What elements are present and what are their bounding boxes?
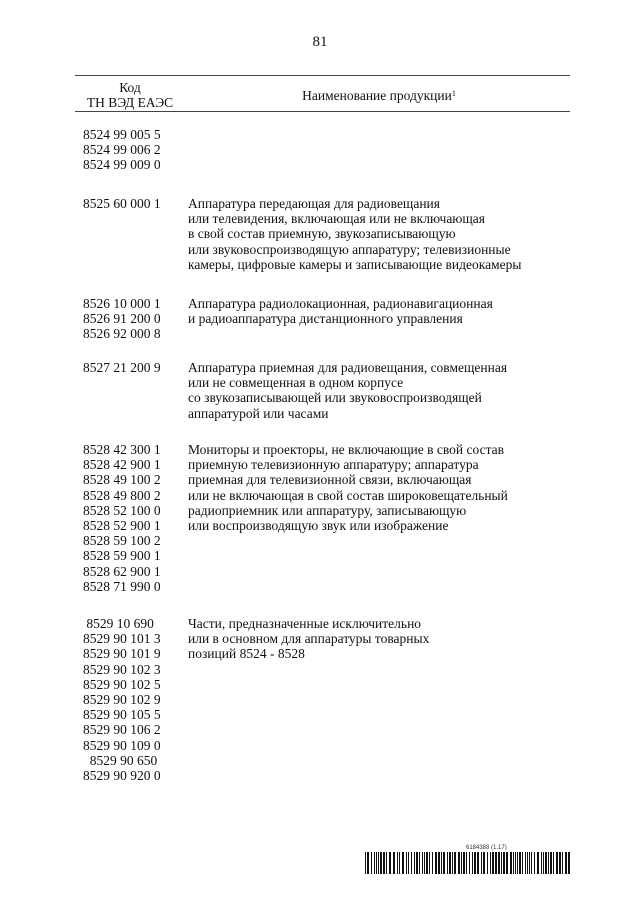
description-line: позиций 8524 - 8528 <box>188 646 305 662</box>
tnved-code-list <box>83 196 183 211</box>
barcode-bar <box>449 852 451 874</box>
table-header-rule <box>75 111 570 112</box>
barcode-bar <box>414 852 415 874</box>
tnved-code: 8526 10 000 1 <box>83 296 161 311</box>
tnved-code: 8529 90 105 5 <box>83 707 161 723</box>
description-line: или в основном для аппаратуры товарных <box>188 631 430 647</box>
tnved-code: 8529 90 102 9 <box>83 692 161 708</box>
barcode-bar <box>541 852 542 874</box>
barcode-bar <box>424 852 425 874</box>
barcode-bar <box>559 852 561 874</box>
barcode-bar <box>527 852 528 874</box>
product-description <box>188 360 573 421</box>
page-number: 81 <box>312 34 328 50</box>
barcode-bar <box>365 852 366 874</box>
barcode-bar <box>426 852 428 874</box>
barcode-bar <box>525 852 526 874</box>
tnved-code: 8528 59 100 2 <box>83 533 161 549</box>
barcode-bar <box>562 852 563 874</box>
barcode-bar <box>506 852 508 874</box>
barcode-bar <box>483 852 485 874</box>
description-line: или не включающая в свой состав широковещательный <box>188 487 508 503</box>
description-line: Аппаратура передающая для радиовещания <box>188 196 440 211</box>
barcode-bar <box>519 852 521 874</box>
description-line: или не совмещенная в одном корпусе <box>188 375 404 391</box>
tnved-code-list <box>83 296 183 342</box>
barcode-bar <box>458 852 460 874</box>
barcode-bar <box>406 852 407 874</box>
description-line: или телевидения, включающая или не включающая <box>188 211 485 227</box>
tnved-code-list <box>83 442 183 594</box>
tnved-code: 8529 10 690 <box>83 616 154 631</box>
barcode-bar <box>487 852 488 874</box>
barcode-bar <box>510 852 512 874</box>
tnved-code: 8524 99 005 5 <box>83 127 161 142</box>
product-description <box>188 442 573 533</box>
barcode-bar <box>474 852 476 874</box>
barcode-bar <box>553 852 554 874</box>
description-line: радиоприемник или аппаратуру, записывающую <box>188 502 467 518</box>
barcode-number: 6184388 (1.17) <box>466 845 507 851</box>
barcode-bar <box>537 852 539 874</box>
description-line: камеры, цифровые камеры и записывающие видеокамеры <box>188 256 522 272</box>
barcode-bar <box>443 852 445 874</box>
tnved-code: 8528 42 300 1 <box>83 442 161 457</box>
barcode-bar <box>531 852 532 874</box>
barcode-bar <box>495 852 497 874</box>
description-line: Аппаратура радиолокационная, радионавигационная <box>188 296 493 311</box>
barcode-bar <box>522 852 523 874</box>
barcode-bar <box>389 852 391 874</box>
barcode-bar <box>501 852 502 874</box>
barcode-bar <box>383 852 385 874</box>
tnved-code: 8524 99 006 2 <box>83 142 161 158</box>
barcode-bar <box>503 852 505 874</box>
barcode-bar <box>548 852 549 874</box>
description-line: приемная для телевизионной связи, включающая <box>188 472 472 488</box>
barcode-bar <box>399 852 400 874</box>
table-top-rule <box>75 75 570 76</box>
barcode-bar <box>378 852 379 874</box>
barcode-bar <box>481 852 482 874</box>
barcode-bar <box>492 852 494 874</box>
barcode-bar <box>529 852 530 874</box>
barcode-bar <box>543 852 544 874</box>
barcode-bar <box>429 852 430 874</box>
tnved-code: 8525 60 000 1 <box>83 196 161 211</box>
header-code-classifier: ТН ВЭД ЕАЭС <box>86 95 174 110</box>
tnved-code: 8529 90 109 0 <box>83 737 161 753</box>
tnved-code: 8528 52 900 1 <box>83 518 161 534</box>
barcode-bar <box>386 852 387 874</box>
barcode-bar <box>472 852 473 874</box>
barcode-bar <box>438 852 440 874</box>
barcode-bar <box>454 852 456 874</box>
barcode-bar <box>422 852 423 874</box>
barcode-bar <box>452 852 453 874</box>
tnved-code: 8529 90 101 3 <box>83 631 161 647</box>
tnved-code: 8526 92 000 8 <box>83 326 161 342</box>
barcode-bar <box>416 852 418 874</box>
tnved-code: 8528 71 990 0 <box>83 578 161 594</box>
barcode-bar <box>441 852 442 874</box>
description-line: приемную телевизионную аппаратуру; аппаратура <box>188 457 479 473</box>
tnved-code: 8529 90 101 9 <box>83 646 161 662</box>
tnved-code: 8528 52 100 0 <box>83 502 161 518</box>
tnved-code: 8527 21 200 9 <box>83 360 161 375</box>
barcode-bar <box>477 852 479 874</box>
barcode-bar <box>517 852 518 874</box>
barcode-bar <box>432 852 433 874</box>
barcode-bar <box>402 852 404 874</box>
barcode-bar <box>408 852 409 874</box>
barcode-bar <box>556 852 558 874</box>
barcode-bar <box>419 852 420 874</box>
barcode-bar <box>463 852 465 874</box>
barcode-bar <box>568 852 570 874</box>
product-description <box>188 616 573 662</box>
product-description <box>188 196 573 272</box>
barcode-bar <box>565 852 567 874</box>
description-line: и радиоаппаратура дистанционного управления <box>188 311 463 327</box>
barcode-bar <box>371 852 372 874</box>
barcode-image <box>365 852 570 874</box>
description-line: Аппаратура приемная для радиовещания, совмещенная <box>188 360 508 375</box>
header-footnote-marker: 1 <box>451 89 456 98</box>
description-line: со звукозаписывающей или звуковоспроизводящей <box>188 390 482 406</box>
tnved-code: 8528 49 800 2 <box>83 487 161 503</box>
tnved-code: 8526 91 200 0 <box>83 311 161 327</box>
tnved-code: 8528 59 900 1 <box>83 548 161 564</box>
tnved-code: 8529 90 106 2 <box>83 722 161 738</box>
barcode-bar <box>380 852 382 874</box>
barcode-bar <box>490 852 491 874</box>
barcode-bar <box>545 852 547 874</box>
tnved-code: 8528 42 900 1 <box>83 457 161 473</box>
barcode-bar <box>469 852 470 874</box>
header-name-label: Наименование продукции <box>302 88 452 103</box>
barcode-bar <box>550 852 552 874</box>
description-line: или воспроизводящую звук или изображение <box>188 518 449 534</box>
barcode-bar <box>435 852 437 874</box>
barcode-bar <box>498 852 500 874</box>
barcode-bar <box>534 852 535 874</box>
tnved-code: 8529 90 650 <box>83 752 158 768</box>
tnved-code: 8528 49 100 2 <box>83 472 161 488</box>
description-line: Мониторы и проекторы, не включающие в свой состав <box>188 442 504 457</box>
header-code-label: Код <box>119 80 141 95</box>
barcode-bar <box>397 852 398 874</box>
barcode-bar <box>367 852 369 874</box>
tnved-code-list <box>83 127 183 173</box>
header-name-column <box>188 88 570 103</box>
tnved-code: 8529 90 102 5 <box>83 676 161 692</box>
tnved-code: 8524 99 009 0 <box>83 157 161 173</box>
barcode-bar <box>466 852 467 874</box>
barcode-bar <box>461 852 462 874</box>
barcode-bar <box>447 852 448 874</box>
description-line: Части, предназначенные исключительно <box>188 616 422 631</box>
tnved-code-list <box>83 616 183 783</box>
tnved-code: 8528 62 900 1 <box>83 563 161 579</box>
barcode-bar <box>393 852 395 874</box>
tnved-code-list <box>83 360 183 375</box>
product-description <box>188 296 573 326</box>
tnved-code: 8529 90 102 3 <box>83 661 161 677</box>
barcode-bar <box>513 852 514 874</box>
description-line: аппаратурой или часами <box>188 405 329 421</box>
description-line: или звуковоспроизводящую аппаратуру; телевизионные <box>188 241 511 257</box>
barcode-bar <box>374 852 375 874</box>
tnved-code: 8529 90 920 0 <box>83 768 161 784</box>
barcode-bar <box>411 852 412 874</box>
barcode-bar <box>376 852 377 874</box>
barcode-bar <box>515 852 516 874</box>
header-code-column <box>75 80 185 110</box>
description-line: в свой состав приемную, звукозаписывающую <box>188 226 456 242</box>
